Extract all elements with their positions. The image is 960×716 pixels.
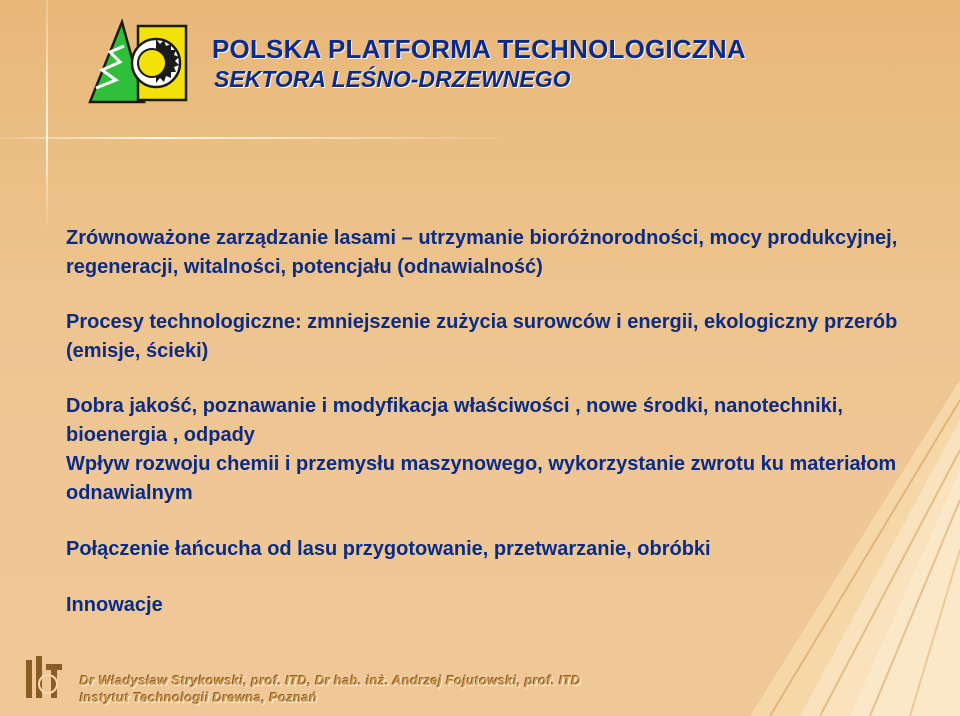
paragraph-chemistry-influence: Wpływ rozwoju chemii i przemysłu maszynowego, wykorzystanie zwrotu ku materiałom odnawialnym xyxy=(66,453,897,504)
paragraph-quality: Dobra jakość, poznawanie i modyfikacja właściwości , nowe środki, nanotechniki, bioenergia , odpady xyxy=(66,395,843,446)
paragraph-innovation: Innowacje xyxy=(66,594,163,616)
paragraph-technological-processes: Procesy technologiczne: zmniejszenie zużycia surowców i energii, ekologiczny przerób (emisje, ścieki) xyxy=(66,311,898,362)
decorative-vertical-rule xyxy=(46,0,48,232)
footer-authors: Dr Władysław Strykowski, prof. ITD, Dr hab. inż. Andrzej Fojutowski, prof. ITD xyxy=(80,673,582,688)
paragraph-sustainable-forestry: Zrównoważone zarządzanie lasami – utrzymanie bioróżnorodności, mocy produkcyjnej, regeneracji, witalności, potencjału (odnawialność) xyxy=(66,227,898,278)
institute-logo-icon xyxy=(24,654,64,700)
footer-institute: Instytut Technologii Drewna, Poznań xyxy=(80,690,318,705)
content-body xyxy=(66,224,906,620)
paragraph-value-chain: Połączenie łańcucha od lasu przygotowanie, przetwarzanie, obróbki xyxy=(66,538,711,560)
decorative-horizontal-rule xyxy=(0,137,520,139)
page-title: POLSKA PLATFORMA TECHNOLOGICZNA xyxy=(212,34,746,64)
platform-logo-icon xyxy=(86,18,190,104)
page-subtitle: SEKTORA LEŚNO-DRZEWNEGO xyxy=(214,66,571,92)
